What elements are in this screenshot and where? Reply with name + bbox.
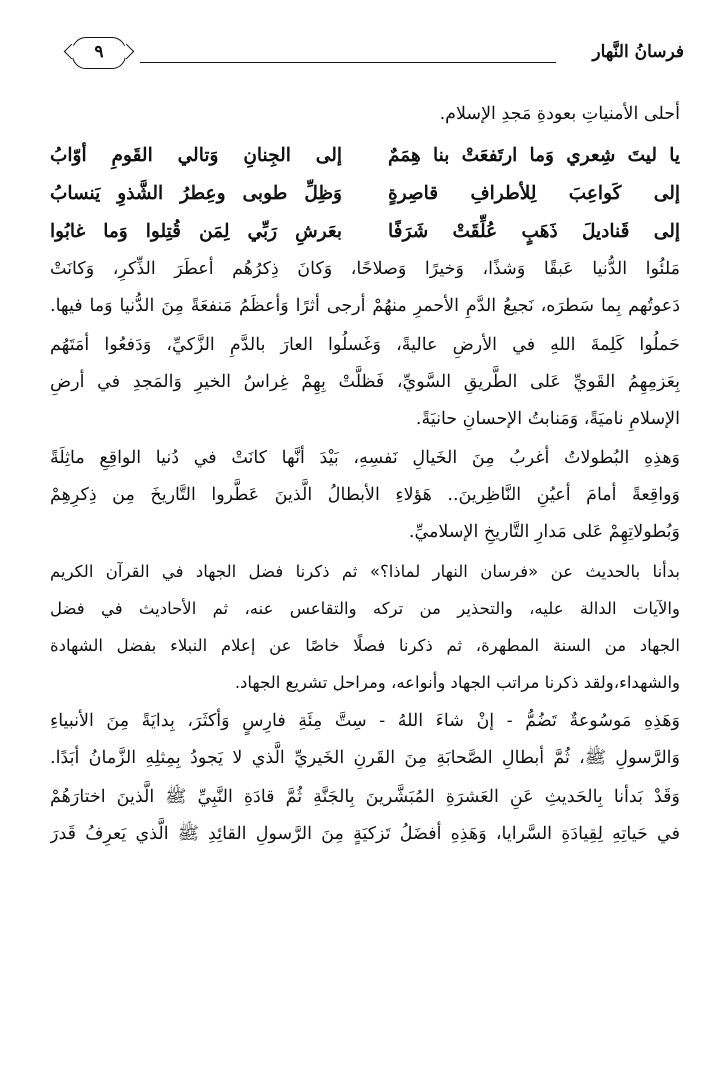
text-line: الإسلامِ ناميَةً، وَمَنابتُ الإحسانِ حانيَةً. — [415, 409, 680, 429]
verse-second-hemistich: وَظِلِّ طوبى وعِطرُ الشَّذوِ يَنسابُ — [50, 183, 342, 204]
text-line: وَهَذِهِ مَوسُوعةٌ تَضُمُّ - إنْ شاءَ اللهُ - سِتَّ مِئَةِ فارِسٍ وَأكثَرَ، بِدايَةً مِنَ الأنبياءِ — [50, 711, 680, 731]
text-line: وَقَدْ بَدأنا بِالحَديثِ عَنِ العَشرَةِ المُبَشَّرينَ بِالجَنَّةِ ثُمَّ قادَةِ النَّبِيِّ ﷺ الَّذينَ اختارَهُمْ — [50, 787, 680, 807]
page-header — [60, 34, 684, 74]
text-line: وَواقِعةً أمامَ أعيُنِ النَّاظِرينَ.. هَؤلاءِ الأبطالُ الَّذينَ عَطَّروا التَّاريخَ مِن ذِكرِهِمْ — [50, 485, 680, 505]
text-line: والآيات الدالة عليه، والتحذير من تركه والتقاعس عنه، ثم الأحاديث في فضل — [50, 599, 680, 618]
paragraph — [50, 553, 680, 701]
text-line: الجهاد من السنة المطهرة، ثم ذكرنا فصلًا خاصًا عن إعلام النبلاء بفضل الشهادة — [50, 636, 680, 655]
intro-line: أحلى الأمنياتِ بعودةِ مَجدِ الإسلام. — [439, 104, 680, 124]
poem-verse — [50, 137, 680, 175]
verse-first-hemistich: إلى كَواعِبَ لِلأطرافِ قاصِرةٍ — [388, 183, 680, 204]
page-body — [50, 96, 680, 853]
paragraph — [50, 779, 680, 853]
page-number: ٩ — [72, 37, 126, 69]
header-rule — [140, 62, 556, 63]
poem-verse — [50, 175, 680, 213]
text-line: في حَياتِهِ لِقِيادَةِ السَّرايا، وَهَذِهِ أفضَلُ تَزكيَةٍ مِنَ الرَّسولِ القائِدِ ﷺ الَّذي يَعرِفُ قَدرَ — [50, 824, 680, 844]
text-line: والشهداء،ولقد ذكرنا مراتب الجهاد وأنواعه، ومراحل تشريع الجهاد. — [234, 673, 680, 692]
text-line: وَبُطولاتِهِمْ عَلى مَدارِ التَّاريخِ الإسلاميِّ. — [408, 522, 680, 542]
text-line: دَعوتُهم بِما سَطرَه، نَجيعُ الدَّمِ الأحمرِ منهُمْ أرجى أثرًا وَأعظَمُ مَنفعَةً مِنَ الدُّنيا وَما فيها. — [50, 296, 680, 316]
verse-second-hemistich: بعَرشِ رَبِّي لِمَن قُتِلوا وَما غابُوا — [50, 221, 342, 242]
text-line: بِعَزمِهِمُ القَويِّ عَلى الطَّريقِ السَّويِّ، فَظلَّتْ بِهِمْ غِراسُ الخيرِ وَالمَجدِ في أرضِ — [50, 372, 680, 392]
paragraph — [50, 327, 680, 438]
paragraph — [50, 703, 680, 777]
running-title: فرسانُ النَّهار — [592, 42, 684, 62]
poem-verse — [50, 213, 680, 251]
poem — [50, 137, 680, 251]
verse-first-hemistich: إلى قَناديلَ ذَهَبٍ عُلِّقَتْ شَرَفًا — [388, 221, 680, 242]
paragraph — [50, 440, 680, 551]
verse-second-hemistich: إلى الجِنانِ وَتالي القَومِ أوّابُ — [50, 145, 342, 166]
text-line: مَلئُوا الدُّنيا عَبقًا وَشذًا، وَخيرًا وَصلاحًا، وَكانَ ذِكرُهُم أعطَرَ الذِّكرِ، وَكانَتْ — [50, 259, 680, 279]
text-line: وَالرَّسولِ ﷺ، ثُمَّ أبطالِ الصَّحابَةِ مِنَ القَرنِ الخَيريِّ الَّذي لا يَجودُ بِمِثلِهِ الزَّمانُ أبَدًا. — [50, 748, 680, 768]
verse-first-hemistich: يا ليتَ شِعري وَما ارتَفعَتْ بنا هِمَمٌ — [388, 145, 680, 166]
text-line: وَهذِهِ البُطولاتُ أغربُ مِنَ الخَيالِ نَفسِهِ، بَيْدَ أنَّها كانَتْ في دُنيا الواقِعِ ماثِلَةً — [50, 448, 680, 468]
text-line: حَملُوا كَلِمةَ اللهِ في الأرضِ عاليةً، وَغَسلُوا العارَ بالدَّمِ الزَّكيِّ، وَدَفعُوا أمَتَهُم — [50, 335, 680, 355]
paragraph — [50, 251, 680, 325]
text-line: بدأنا بالحديث عن «فرسان النهار لماذا؟» ثم ذكرنا فضل الجهاد في القرآن الكريم — [50, 562, 680, 581]
